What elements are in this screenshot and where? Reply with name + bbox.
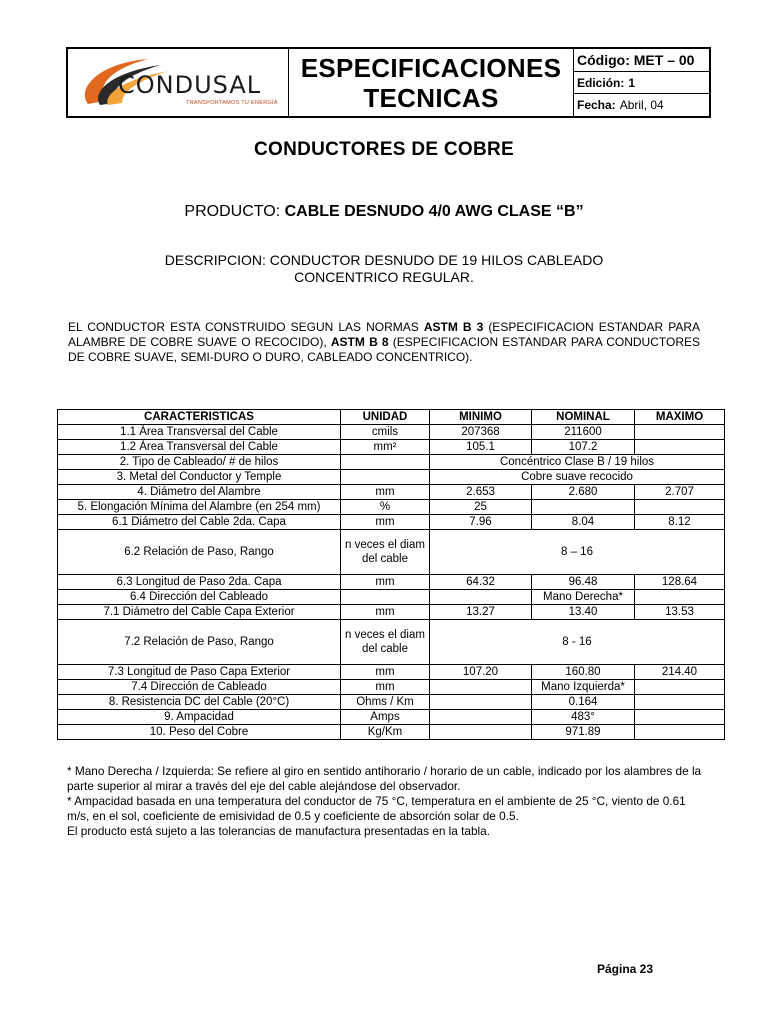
cell-min: 64.32 (430, 575, 532, 590)
cell-unit: Ohms / Km (341, 695, 430, 710)
cell-value-span: 8 – 16 (430, 530, 725, 575)
spec-title (289, 49, 574, 116)
table-row (58, 710, 725, 725)
cell-unit: mm (341, 665, 430, 680)
norms-text-2: (ESPECIFICACION ESTANDAR PARA ALAMBRE DE COBRE SUAVE O RECOCIDO), (68, 320, 700, 349)
cell-unit: mm (341, 575, 430, 590)
document-header (66, 47, 711, 118)
cell-characteristic: 7.1 Diámetro del Cable Capa Exterior (58, 605, 341, 620)
cell-characteristic: 1.1 Área Transversal del Cable (58, 425, 341, 440)
table-row (58, 695, 725, 710)
date-label: Fecha: (577, 98, 616, 113)
cell-min: 2.653 (430, 485, 532, 500)
cell-characteristic: 9. Ampacidad (58, 710, 341, 725)
cell-nominal: Mano Derecha* (532, 590, 635, 605)
cell-nominal: 8.04 (532, 515, 635, 530)
table-row (58, 470, 725, 485)
col-header: CARACTERISTICAS (58, 410, 341, 425)
cell-value-span: Concéntrico Clase B / 19 hilos (430, 455, 725, 470)
table-row (58, 440, 725, 455)
cell-unit: mm (341, 515, 430, 530)
cell-unit: Kg/Km (341, 725, 430, 740)
cell-min: 25 (430, 500, 532, 515)
cell-min: 7.96 (430, 515, 532, 530)
table-row (58, 515, 725, 530)
cell-min (430, 710, 532, 725)
col-header: NOMINAL (532, 410, 635, 425)
footnote: El producto está sujeto a las tolerancias de manufactura presentadas en la tabla. (67, 824, 490, 838)
col-header: MAXIMO (635, 410, 725, 425)
product-line (0, 203, 768, 221)
norms-text-3: (ESPECIFICACION ESTANDAR PARA CONDUCTORES DE COBRE SUAVE, SEMI-DURO O DURO, CABLEADO CONCENTRICO). (68, 335, 701, 364)
spec-table (57, 409, 725, 740)
cell-max (635, 425, 725, 440)
cell-unit (341, 590, 430, 605)
product-value: CABLE DESNUDO 4/0 AWG CLASE “B” (284, 203, 584, 220)
cell-max (635, 680, 725, 695)
document-meta (574, 49, 709, 116)
cell-nominal: 971.89 (532, 725, 635, 740)
norms-paragraph (68, 320, 700, 365)
cell-characteristic: 7.2 Relación de Paso, Rango (58, 620, 341, 665)
cell-min: 105.1 (430, 440, 532, 455)
cell-min: 207368 (430, 425, 532, 440)
cell-characteristic: 7.3 Longitud de Paso Capa Exterior (58, 665, 341, 680)
cell-characteristic: 1.2 Área Transversal del Cable (58, 440, 341, 455)
doc-date (574, 94, 709, 116)
title-line-1: ESPECIFICACIONES (300, 52, 562, 83)
cell-nominal: 160.80 (532, 665, 635, 680)
cell-characteristic: 6.4 Dirección del Cableado (58, 590, 341, 605)
cell-nominal: 13.40 (532, 605, 635, 620)
page-number: Página 23 (597, 962, 654, 976)
date-value: Abril, 04 (619, 98, 664, 113)
cell-max (635, 725, 725, 740)
cell-characteristic: 6.1 Diámetro del Cable 2da. Capa (58, 515, 341, 530)
norms-text-1: EL CONDUCTOR ESTA CONSTRUIDO SEGUN LAS NORMAS (68, 320, 424, 334)
cell-nominal (532, 500, 635, 515)
cell-unit: mm (341, 485, 430, 500)
table-row (58, 620, 725, 665)
cell-characteristic: 2. Tipo de Cableado/ # de hilos (58, 455, 341, 470)
cell-unit: n veces el diam del cable (341, 620, 430, 665)
cell-value-span: 8 - 16 (430, 620, 725, 665)
cell-max: 2.707 (635, 485, 725, 500)
description: DESCRIPCION: CONDUCTOR DESNUDO DE 19 HILOS CABLEADO CONCENTRICO REGULAR. (164, 252, 604, 285)
footnote: * Ampacidad basada en una temperatura del conductor de 75 °C, temperatura en el ambiente de 25 °C, viento de 0.61 m/s, en el sol, coeficiente de emisividad de 0.5 y coeficiente de absorción solar de 0.5. (67, 794, 686, 823)
cell-characteristic: 6.3 Longitud de Paso 2da. Capa (58, 575, 341, 590)
cell-max: 13.53 (635, 605, 725, 620)
product-label: PRODUCTO: (184, 203, 285, 220)
edition-label: Edición: (577, 75, 625, 90)
cell-unit: mm (341, 605, 430, 620)
table-row (58, 455, 725, 470)
title-line-2: TECNICAS (363, 82, 499, 113)
cell-unit: n veces el diam del cable (341, 530, 430, 575)
cell-nominal: 107.2 (532, 440, 635, 455)
cell-max (635, 500, 725, 515)
cell-unit: % (341, 500, 430, 515)
doc-code: Código: MET – 00 (574, 49, 709, 72)
cell-min (430, 680, 532, 695)
table-row (58, 665, 725, 680)
cell-value-span: Cobre suave recocido (430, 470, 725, 485)
norm-astm-b3: ASTM B 3 (423, 320, 484, 334)
norm-astm-b8: ASTM B 8 (330, 335, 389, 349)
cell-max: 128.64 (635, 575, 725, 590)
table-row (58, 575, 725, 590)
cell-unit: mm (341, 680, 430, 695)
table-row (58, 590, 725, 605)
cell-characteristic: 4. Diámetro del Alambre (58, 485, 341, 500)
cell-unit (341, 470, 430, 485)
cell-unit: Amps (341, 710, 430, 725)
main-title: CONDUCTORES DE COBRE (253, 139, 515, 160)
cell-max (635, 590, 725, 605)
logo-tagline: TRANSPORTAMOS TU ENERGÍA (186, 100, 278, 106)
cell-min: 107.20 (430, 665, 532, 680)
edition-value: 1 (628, 75, 636, 90)
table-row (58, 680, 725, 695)
table-row (58, 725, 725, 740)
cell-characteristic: 8. Resistencia DC del Cable (20°C) (58, 695, 341, 710)
cell-unit: cmils (341, 425, 430, 440)
cell-unit (341, 455, 430, 470)
col-header: UNIDAD (341, 410, 430, 425)
cell-max: 214.40 (635, 665, 725, 680)
cell-nominal: 2.680 (532, 485, 635, 500)
logo-wordmark: CONDUSAL (118, 71, 262, 99)
cell-nominal: 211600 (532, 425, 635, 440)
footnotes (67, 764, 707, 839)
cell-characteristic: 5. Elongación Mínima del Alambre (en 254 mm) (58, 500, 341, 515)
cell-characteristic: 7.4 Dirección de Cableado (58, 680, 341, 695)
cell-characteristic: 3. Metal del Conductor y Temple (58, 470, 341, 485)
cell-unit: mm² (341, 440, 430, 455)
table-row (58, 485, 725, 500)
table-row (58, 530, 725, 575)
col-header: MINIMO (430, 410, 532, 425)
cell-characteristic: 10. Peso del Cobre (58, 725, 341, 740)
doc-edition (574, 72, 709, 95)
cell-max (635, 440, 725, 455)
company-logo (68, 49, 289, 116)
table-row (58, 605, 725, 620)
cell-min (430, 590, 532, 605)
cell-min: 13.27 (430, 605, 532, 620)
cell-nominal: 483° (532, 710, 635, 725)
cell-min (430, 725, 532, 740)
cell-nominal: 0.164 (532, 695, 635, 710)
cell-max (635, 695, 725, 710)
table-row (58, 500, 725, 515)
cell-nominal: 96.48 (532, 575, 635, 590)
cell-max (635, 710, 725, 725)
cell-min (430, 695, 532, 710)
footnote: * Mano Derecha / Izquierda: Se refiere al giro en sentido antihorario / horario de un cable, indicado por los alambres de la parte superior al mirar a través del eje del cable alejándose del observador. (67, 764, 702, 793)
table-header-row (58, 410, 725, 425)
cell-max: 8.12 (635, 515, 725, 530)
cell-nominal: Mano Izquierda* (532, 680, 635, 695)
table-row (58, 425, 725, 440)
cell-characteristic: 6.2 Relación de Paso, Rango (58, 530, 341, 575)
